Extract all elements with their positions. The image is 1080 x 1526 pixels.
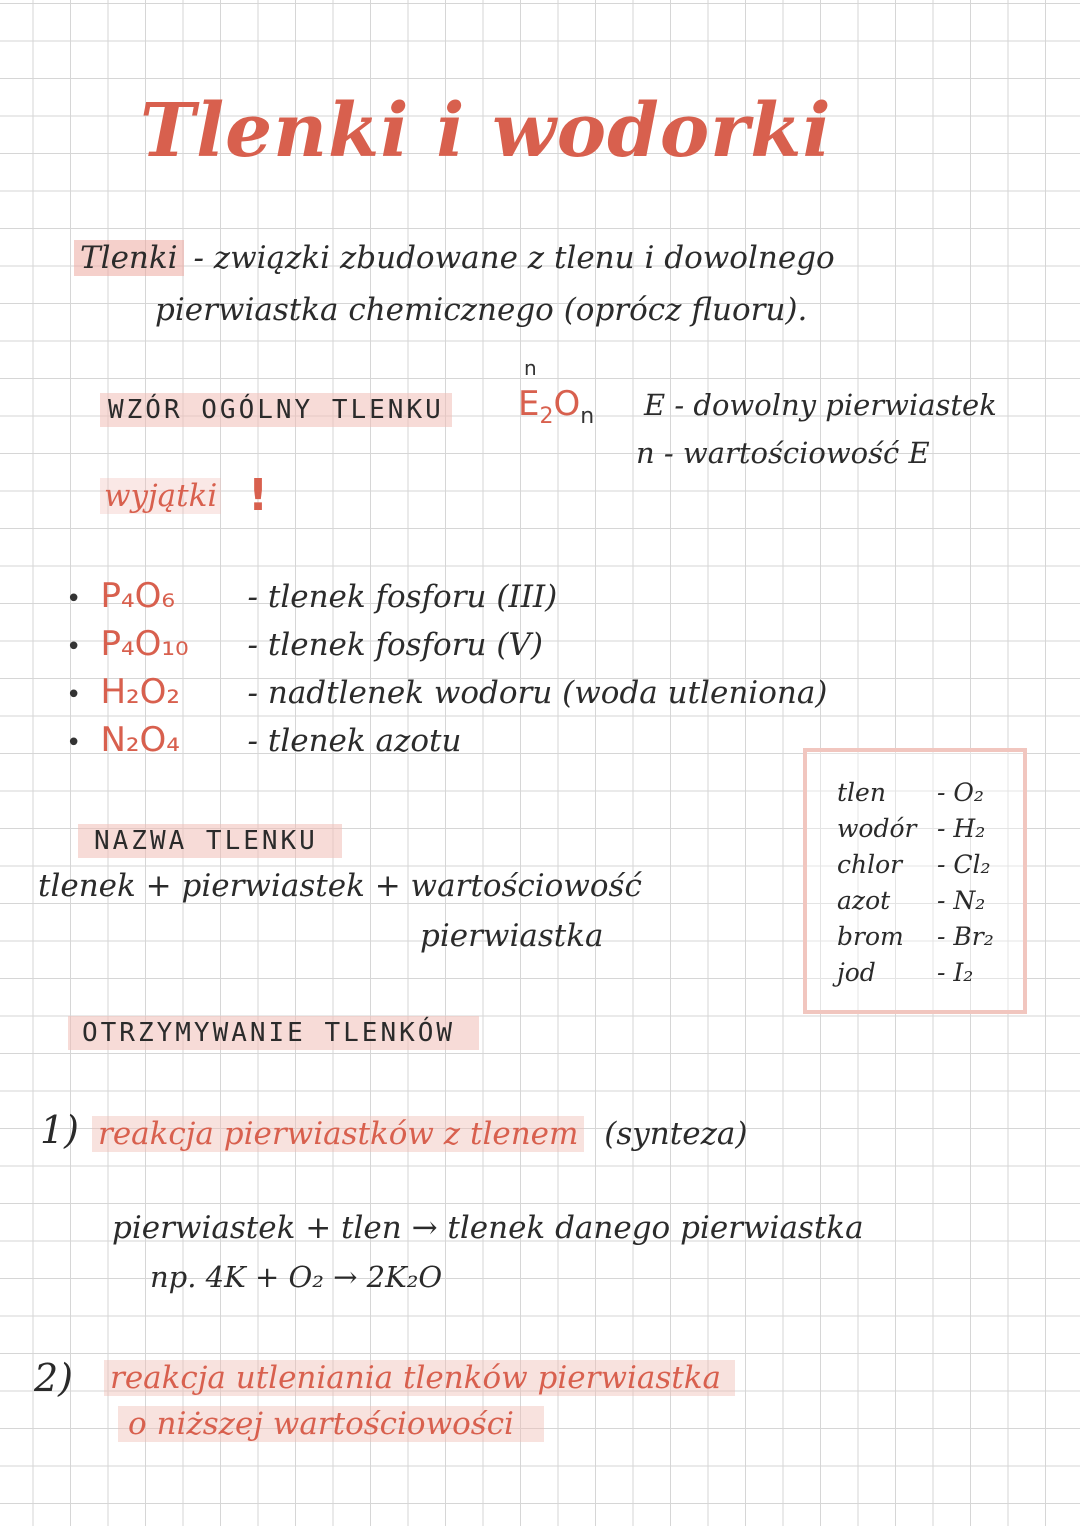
diatomic-elements-box — [803, 748, 1027, 1014]
box-row: chlor - Cl₂ — [837, 850, 991, 879]
definition-line-1 — [74, 240, 835, 276]
definition-line-2: pierwiastka chemicznego (oprócz fluoru). — [155, 292, 808, 328]
naming-rule-line-2: pierwiastka — [420, 918, 604, 954]
definition-term: Tlenki — [74, 240, 184, 276]
exceptions-label: wyjątki — [100, 478, 221, 514]
exception-row: • P₄O₆ - tlenek fosforu (III) — [66, 576, 558, 616]
step-1-scheme: pierwiastek + tlen → tlenek danego pierwiastka — [112, 1210, 864, 1246]
page-title: Tlenki i wodorki — [140, 88, 832, 174]
legend-e: E - dowolny pierwiastek — [644, 388, 997, 422]
naming-rule-line-1: tlenek + pierwiastek + wartościowość — [38, 868, 642, 904]
box-row: wodór - H₂ — [837, 814, 986, 843]
general-formula: $E_2O_n$ — [518, 384, 595, 429]
general-formula-label: WZÓR OGÓLNY TLENKU — [100, 395, 452, 425]
exception-formula: P₄O₁₀ — [100, 624, 189, 664]
box-row: azot - N₂ — [837, 886, 986, 915]
exception-desc: - tlenek fosforu (V) — [247, 627, 543, 663]
exception-row: • P₄O₁₀ - tlenek fosforu (V) — [66, 624, 543, 664]
exception-desc: - nadtlenek wodoru (woda utleniona) — [247, 675, 828, 711]
exception-desc: - tlenek azotu — [247, 723, 462, 759]
legend-n: n - wartościowość E — [636, 436, 930, 470]
naming-label: NAZWA TLENKU — [78, 826, 342, 856]
exception-formula: H₂O₂ — [100, 672, 181, 712]
box-row: tlen - O₂ — [837, 778, 984, 807]
step-1: reakcja pierwiastków z tlenem (synteza) — [92, 1116, 747, 1152]
step-2-line-2: o niższej wartościowości — [118, 1406, 544, 1442]
exception-formula: N₂O₄ — [100, 720, 180, 760]
box-row: jod - I₂ — [837, 958, 974, 987]
step-2-line-1: reakcja utleniania tlenków pierwiastka — [104, 1360, 735, 1396]
exception-desc: - tlenek fosforu (III) — [247, 579, 558, 615]
exclamation-icon: ! — [248, 470, 269, 521]
valence-mark: n — [524, 356, 537, 380]
exception-row: • H₂O₂ - nadtlenek wodoru (woda utleniona) — [66, 672, 828, 712]
exception-formula: P₄O₆ — [100, 576, 175, 616]
step-2-number: 2) — [34, 1356, 74, 1400]
definition-text-1: - związki zbudowane z tlenu i dowolnego — [193, 240, 835, 276]
exception-row: • N₂O₄ - tlenek azotu — [66, 720, 462, 760]
step-1-example: np. 4K + O₂ → 2K₂O — [150, 1260, 443, 1294]
step-1-number: 1) — [40, 1108, 80, 1152]
box-row: brom - Br₂ — [837, 922, 994, 951]
obtaining-label: OTRZYMYWANIE TLENKÓW — [68, 1018, 479, 1048]
